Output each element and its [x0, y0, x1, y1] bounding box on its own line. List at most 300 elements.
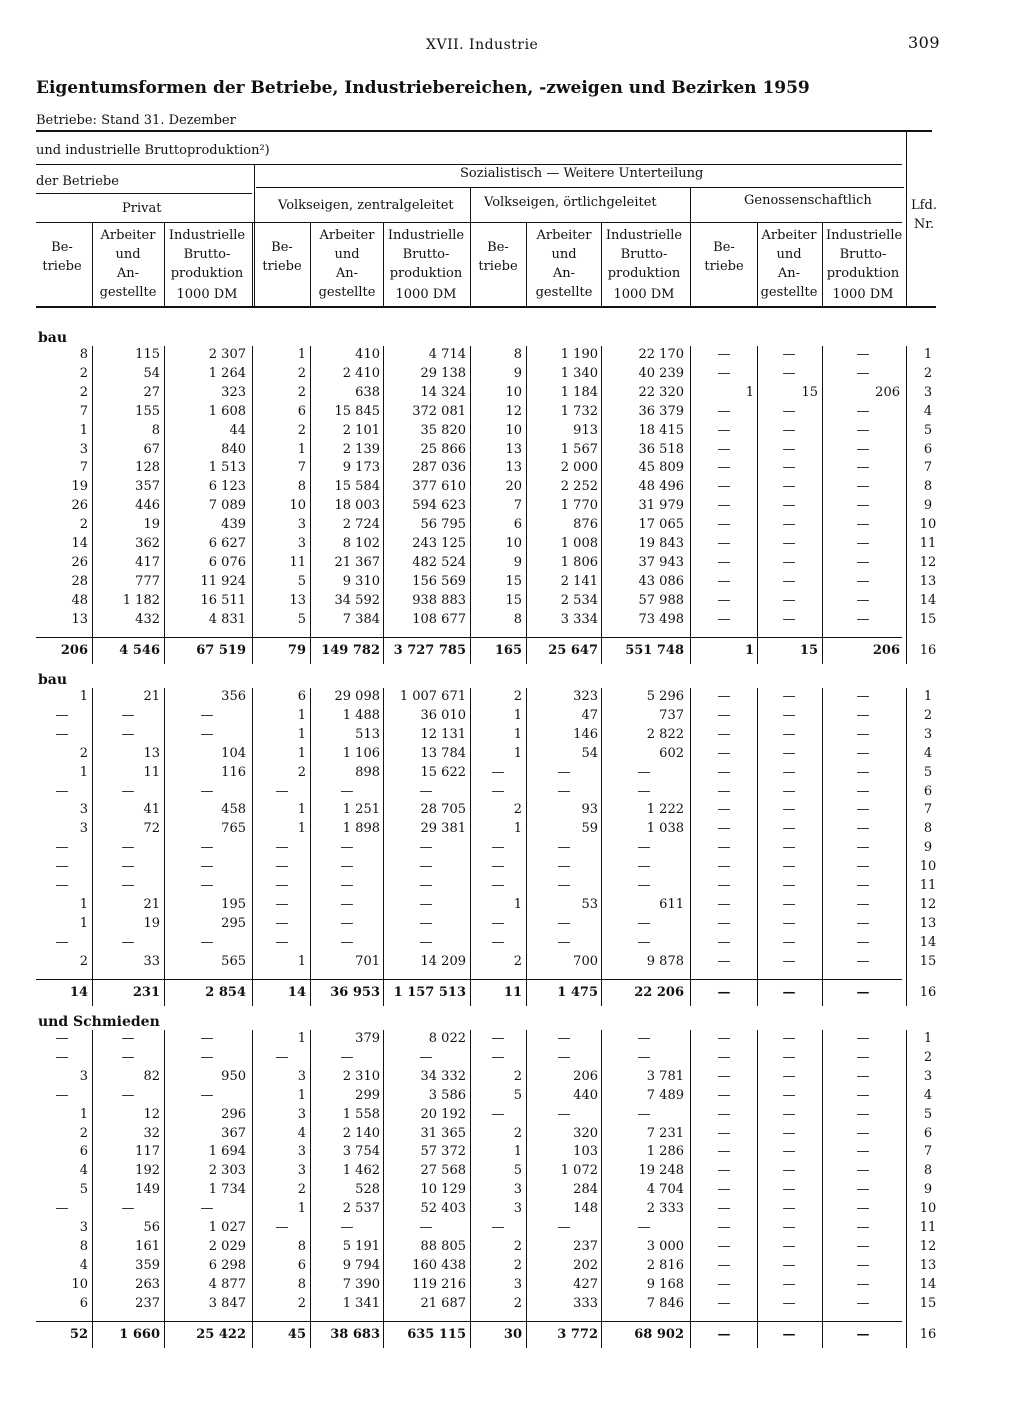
table-cell: —	[637, 1031, 651, 1046]
table-cell: 117	[135, 1144, 160, 1160]
table-cell: 5	[297, 611, 306, 627]
table-cell: 11	[143, 764, 160, 780]
table-cell: —	[637, 1049, 651, 1065]
lfd-separator	[906, 130, 907, 306]
table-cell: 9	[923, 498, 933, 514]
table-cell: 29 381	[420, 821, 466, 837]
table-cell: —	[717, 1163, 731, 1179]
table-cell: 6	[79, 1144, 88, 1160]
table-cell: —	[717, 1276, 731, 1292]
table-cell: 1	[297, 1031, 306, 1046]
table-cell: 15 584	[334, 479, 380, 495]
table-cell: —	[717, 1144, 731, 1160]
column-separator	[601, 223, 602, 306]
table-cell: —	[55, 934, 69, 950]
table-cell: —	[275, 934, 289, 950]
table-cell: 195	[221, 896, 246, 912]
table-cell: 12	[143, 1106, 160, 1122]
table-cell: 3	[513, 1276, 522, 1292]
table-cell: 1 190	[560, 347, 598, 362]
table-cell: —	[275, 840, 289, 856]
table-cell: 6 627	[208, 536, 246, 551]
body-column-separator	[822, 346, 823, 664]
header-betriebe: Be- triebe	[42, 240, 82, 274]
table-cell: 41	[143, 802, 160, 818]
table-cell: 26	[71, 498, 88, 514]
table-cell: —	[856, 422, 870, 438]
total-cell: 1 660	[119, 1326, 160, 1342]
table-cell: 10	[919, 1201, 937, 1217]
body-column-separator	[310, 1030, 311, 1348]
section-label: bau	[38, 672, 68, 688]
table-cell: 1	[297, 802, 306, 818]
table-cell: 1 038	[646, 821, 684, 837]
table-cell: 15 845	[334, 403, 380, 419]
table-cell: 2 303	[208, 1163, 246, 1179]
table-cell: 7	[513, 498, 522, 514]
table-cell: 34 332	[420, 1068, 466, 1084]
table-cell: 15	[919, 611, 937, 627]
table-cell: 128	[135, 460, 160, 476]
total-rule	[36, 637, 902, 638]
table-cell: —	[782, 1276, 796, 1292]
header-volkseigen-oertlich: Volkseigen, örtlichgeleitet	[484, 195, 657, 210]
running-head: XVII. Industrie	[426, 37, 539, 53]
table-cell: —	[55, 840, 69, 856]
table-cell: 3	[79, 1220, 88, 1235]
sozialistisch-separator	[254, 165, 255, 306]
table-cell: —	[200, 840, 214, 856]
table-cell: 7	[79, 460, 88, 476]
body-column-separator	[383, 346, 384, 664]
total-cell: 15	[799, 642, 818, 658]
table-cell: —	[856, 1295, 870, 1311]
table-cell: 12	[919, 896, 937, 912]
table-cell: 2	[79, 953, 88, 969]
total-cell: 14	[287, 984, 306, 1000]
table-cell: —	[717, 498, 731, 514]
body-column-separator	[690, 1030, 691, 1348]
table-cell: —	[419, 1220, 433, 1235]
table-cell: 367	[221, 1125, 246, 1141]
table-cell: —	[557, 915, 571, 931]
table-cell: —	[782, 365, 796, 381]
table-cell: 9	[923, 1182, 933, 1198]
table-cell: 12	[919, 554, 937, 570]
table-cell: 14 209	[420, 953, 466, 969]
table-cell: 13	[505, 441, 522, 457]
column-separator	[757, 223, 758, 306]
table-cell: —	[491, 840, 505, 856]
table-cell: —	[782, 592, 796, 608]
table-cell: 295	[221, 915, 246, 931]
table-cell: 323	[221, 384, 246, 400]
table-cell: 12	[505, 403, 522, 419]
table-cell: 2 822	[646, 726, 684, 742]
table-cell: 21	[143, 689, 160, 704]
table-cell: 1 341	[342, 1295, 380, 1311]
body-column-separator	[92, 1030, 93, 1348]
table-cell: —	[856, 460, 870, 476]
table-cell: 149	[135, 1182, 160, 1198]
table-cell: 5 296	[646, 689, 684, 704]
table-cell: 5	[923, 422, 933, 438]
table-cell: —	[200, 1031, 214, 1046]
table-cell: 3	[79, 441, 88, 457]
table-cell: 36 379	[638, 403, 684, 419]
table-cell: 20 192	[420, 1106, 466, 1122]
table-cell: —	[419, 859, 433, 875]
table-cell: —	[856, 783, 870, 799]
table-cell: —	[121, 1049, 135, 1065]
table-cell: 2	[513, 802, 522, 818]
table-cell: —	[717, 802, 731, 818]
table-cell: 54	[143, 365, 160, 381]
table-cell: 3	[79, 821, 88, 837]
table-cell: 7	[79, 403, 88, 419]
table-cell: 13	[919, 1257, 937, 1273]
table-cell: 2 000	[560, 460, 598, 476]
body-column-separator	[601, 688, 602, 1006]
table-cell: 7 089	[208, 498, 246, 514]
table-cell: 237	[135, 1295, 160, 1311]
table-cell: —	[717, 517, 731, 533]
table-cell: 47	[581, 707, 598, 723]
table-cell: —	[491, 783, 505, 799]
table-cell: 638	[355, 384, 380, 400]
table-cell: —	[782, 689, 796, 704]
body-column-separator	[757, 1030, 758, 1348]
header-betriebe: Be- triebe	[478, 240, 518, 274]
table-cell: —	[637, 859, 651, 875]
table-cell: —	[782, 1068, 796, 1084]
table-cell: 3 847	[208, 1295, 246, 1311]
table-cell: 10	[505, 422, 522, 438]
table-cell: 82	[143, 1068, 160, 1084]
table-cell: —	[419, 783, 433, 799]
table-cell: 54	[581, 745, 598, 761]
table-cell: —	[419, 896, 433, 912]
table-cell: 2 140	[342, 1125, 380, 1141]
table-cell: —	[856, 953, 870, 969]
table-cell: 356	[221, 689, 246, 704]
table-cell: —	[782, 1182, 796, 1198]
table-cell: —	[856, 1182, 870, 1198]
table-cell: 1	[79, 764, 88, 780]
body-column-separator	[601, 1030, 602, 1348]
table-cell: 15	[801, 384, 818, 400]
header-genossenschaftlich: Genossenschaftlich	[744, 193, 872, 208]
table-cell: 15	[919, 1295, 937, 1311]
table-cell: 161	[135, 1238, 160, 1254]
table-cell: 59	[581, 821, 598, 837]
table-cell: 156 569	[412, 573, 466, 589]
table-cell: —	[419, 840, 433, 856]
table-cell: 57 372	[420, 1144, 466, 1160]
table-cell: 1	[297, 1201, 306, 1217]
table-cell: 1	[923, 689, 933, 704]
table-cell: —	[717, 1106, 731, 1122]
table-cell: 115	[135, 347, 160, 362]
table-cell: —	[717, 1295, 731, 1311]
table-cell: 8	[923, 479, 933, 495]
table-cell: 3	[297, 536, 306, 551]
table-cell: 10	[505, 536, 522, 551]
table-cell: 31 979	[638, 498, 684, 514]
table-cell: —	[782, 764, 796, 780]
body-column-separator	[470, 1030, 471, 1348]
table-cell: —	[782, 1049, 796, 1065]
table-cell: 1 027	[208, 1220, 246, 1235]
table-cell: —	[717, 479, 731, 495]
table-cell: 73 498	[638, 611, 684, 627]
table-cell: 21	[143, 896, 160, 912]
table-cell: —	[856, 554, 870, 570]
table-cell: —	[856, 878, 870, 893]
total-cell: 206	[60, 642, 88, 658]
table-cell: 5	[513, 1163, 522, 1179]
column-separator	[310, 223, 311, 306]
table-cell: —	[717, 821, 731, 837]
table-cell: 5	[923, 764, 933, 780]
section-label: und Schmieden	[38, 1014, 160, 1030]
table-cell: 21 367	[334, 554, 380, 570]
table-cell: —	[717, 403, 731, 419]
header-lfd-nr: Lfd. Nr.	[911, 198, 937, 232]
table-cell: 417	[135, 554, 160, 570]
total-cell: 635 115	[407, 1326, 466, 1342]
table-cell: 3 754	[342, 1144, 380, 1160]
table-cell: —	[856, 1201, 870, 1217]
betriebe-rule	[36, 193, 252, 194]
table-cell: 206	[573, 1068, 598, 1084]
table-cell: —	[856, 1087, 870, 1103]
total-cell: —	[856, 984, 870, 1000]
table-cell: 565	[221, 953, 246, 969]
table-cell: 1	[513, 1144, 522, 1160]
body-column-separator	[822, 1030, 823, 1348]
table-cell: 1	[297, 953, 306, 969]
table-cell: 192	[135, 1163, 160, 1179]
table-cell: 5	[297, 573, 306, 589]
header-der-betriebe: der Betriebe	[36, 174, 119, 189]
table-cell: 10	[505, 384, 522, 400]
body-column-separator	[383, 1030, 384, 1348]
total-cell: 16	[919, 984, 937, 1000]
table-cell: —	[782, 1220, 796, 1235]
table-cell: 7 384	[342, 611, 380, 627]
table-cell: —	[55, 1049, 69, 1065]
table-cell: —	[637, 783, 651, 799]
table-cell: 1 462	[342, 1163, 380, 1179]
table-cell: 3	[923, 384, 933, 400]
total-cell: 2 854	[205, 984, 246, 1000]
table-cell: 1 694	[208, 1144, 246, 1160]
table-cell: 7	[923, 460, 933, 476]
table-cell: 432	[135, 611, 160, 627]
table-cell: 48	[71, 592, 88, 608]
table-cell: 2	[79, 365, 88, 381]
body-column-separator	[92, 688, 93, 1006]
table-cell: 2 333	[646, 1201, 684, 1217]
table-cell: 2	[923, 707, 933, 723]
table-cell: 2	[297, 384, 306, 400]
table-cell: —	[637, 1106, 651, 1122]
table-cell: —	[856, 802, 870, 818]
table-cell: —	[717, 1125, 731, 1141]
table-cell: 28 705	[420, 802, 466, 818]
table-cell: —	[275, 859, 289, 875]
table-cell: —	[782, 403, 796, 419]
table-cell: 4 714	[428, 347, 466, 362]
table-cell: 1	[513, 726, 522, 742]
table-cell: —	[55, 859, 69, 875]
body-column-separator	[690, 688, 691, 1006]
table-cell: —	[200, 1049, 214, 1065]
table-cell: 333	[573, 1295, 598, 1311]
table-cell: 108 677	[412, 611, 466, 627]
table-cell: 206	[875, 384, 900, 400]
table-cell: —	[782, 840, 796, 856]
table-cell: —	[121, 1087, 135, 1103]
table-cell: —	[491, 1049, 505, 1065]
table-cell: 777	[135, 573, 160, 589]
table-cell: 4	[923, 1087, 933, 1103]
table-cell: —	[856, 1220, 870, 1235]
table-cell: 155	[135, 403, 160, 419]
table-cell: 3	[513, 1182, 522, 1198]
total-cell: 1 475	[557, 984, 598, 1000]
table-cell: 7	[923, 1144, 933, 1160]
table-cell: —	[717, 554, 731, 570]
table-cell: 898	[355, 764, 380, 780]
table-cell: 1 008	[560, 536, 598, 551]
table-cell: 53	[581, 896, 598, 912]
column-separator	[92, 223, 93, 306]
table-cell: 2	[297, 764, 306, 780]
table-cell: 243 125	[412, 536, 466, 551]
table-cell: 3	[297, 1106, 306, 1122]
table-cell: —	[717, 1201, 731, 1217]
table-cell: 48 496	[638, 479, 684, 495]
body-column-separator	[526, 346, 527, 664]
subtitle: Betriebe: Stand 31. Dezember	[36, 113, 236, 128]
table-cell: 263	[135, 1276, 160, 1292]
table-cell: 876	[573, 517, 598, 533]
table-cell: 1	[513, 896, 522, 912]
total-cell: 149 782	[321, 642, 380, 658]
table-cell: 148	[573, 1201, 598, 1217]
table-cell: 362	[135, 536, 160, 551]
header-unit: 1000 DM	[832, 287, 894, 302]
table-cell: 2 139	[342, 441, 380, 457]
table-cell: —	[557, 840, 571, 856]
header-unit: 1000 DM	[176, 287, 238, 302]
table-cell: 36 010	[420, 707, 466, 723]
table-cell: 2	[79, 517, 88, 533]
table-cell: —	[121, 1201, 135, 1217]
table-cell: 4	[297, 1125, 306, 1141]
table-cell: —	[856, 479, 870, 495]
table-cell: 15 622	[420, 764, 466, 780]
table-cell: —	[782, 783, 796, 799]
table-cell: 1	[513, 745, 522, 761]
body-column-separator	[164, 688, 165, 1006]
table-cell: 1 182	[122, 592, 160, 608]
table-cell: 9 794	[342, 1257, 380, 1273]
table-cell: 88 805	[420, 1238, 466, 1254]
table-caption: und industrielle Bruttoproduktion²)	[36, 143, 270, 158]
table-cell: —	[782, 498, 796, 514]
table-cell: 1 732	[560, 403, 598, 419]
body-column-separator	[252, 1030, 253, 1348]
table-cell: 19 843	[638, 536, 684, 551]
table-cell: —	[340, 1049, 354, 1065]
table-cell: 202	[573, 1257, 598, 1273]
table-cell: 56	[143, 1220, 160, 1235]
total-cell: 4 546	[119, 642, 160, 658]
table-cell: —	[717, 1049, 731, 1065]
table-cell: —	[782, 441, 796, 457]
table-cell: 323	[573, 689, 598, 704]
table-cell: 10	[289, 498, 306, 514]
table-cell: 13	[919, 573, 937, 589]
table-cell: 1 770	[560, 498, 598, 514]
table-cell: 3 586	[428, 1087, 466, 1103]
table-cell: 13 784	[420, 745, 466, 761]
table-cell: 1	[923, 1031, 933, 1046]
body-column-separator	[310, 688, 311, 1006]
table-cell: 2 307	[208, 347, 246, 362]
table-cell: 9 878	[646, 953, 684, 969]
table-cell: 299	[355, 1087, 380, 1103]
table-cell: —	[717, 764, 731, 780]
body-column-separator	[310, 346, 311, 664]
table-cell: 1 558	[342, 1106, 380, 1122]
table-cell: 4 831	[208, 611, 246, 627]
table-cell: 67	[143, 441, 160, 457]
table-cell: 1 734	[208, 1182, 246, 1198]
table-cell: 119 216	[412, 1276, 466, 1292]
table-cell: —	[121, 859, 135, 875]
table-cell: —	[782, 1201, 796, 1217]
table-cell: 6	[79, 1295, 88, 1311]
total-cell: 1 157 513	[393, 984, 466, 1000]
table-cell: 6	[923, 783, 933, 799]
table-cell: 3	[923, 1068, 933, 1084]
table-cell: —	[856, 934, 870, 950]
total-cell: —	[782, 984, 796, 1000]
table-cell: 14	[919, 934, 937, 950]
table-cell: —	[717, 422, 731, 438]
table-cell: —	[200, 1087, 214, 1103]
table-cell: —	[782, 878, 796, 893]
table-cell: —	[856, 592, 870, 608]
body-column-separator	[906, 688, 907, 1006]
table-cell: 8	[923, 1163, 933, 1179]
table-cell: —	[200, 934, 214, 950]
table-cell: 3	[297, 1144, 306, 1160]
table-cell: 2	[79, 1125, 88, 1141]
header-bottom-rule	[36, 306, 936, 308]
table-cell: —	[275, 1049, 289, 1065]
header-betriebe: Be- triebe	[262, 240, 302, 274]
table-cell: 26	[71, 554, 88, 570]
table-cell: 4 877	[208, 1276, 246, 1292]
table-cell: 8	[297, 1276, 306, 1292]
table-cell: —	[340, 1220, 354, 1235]
table-cell: 15	[505, 573, 522, 589]
